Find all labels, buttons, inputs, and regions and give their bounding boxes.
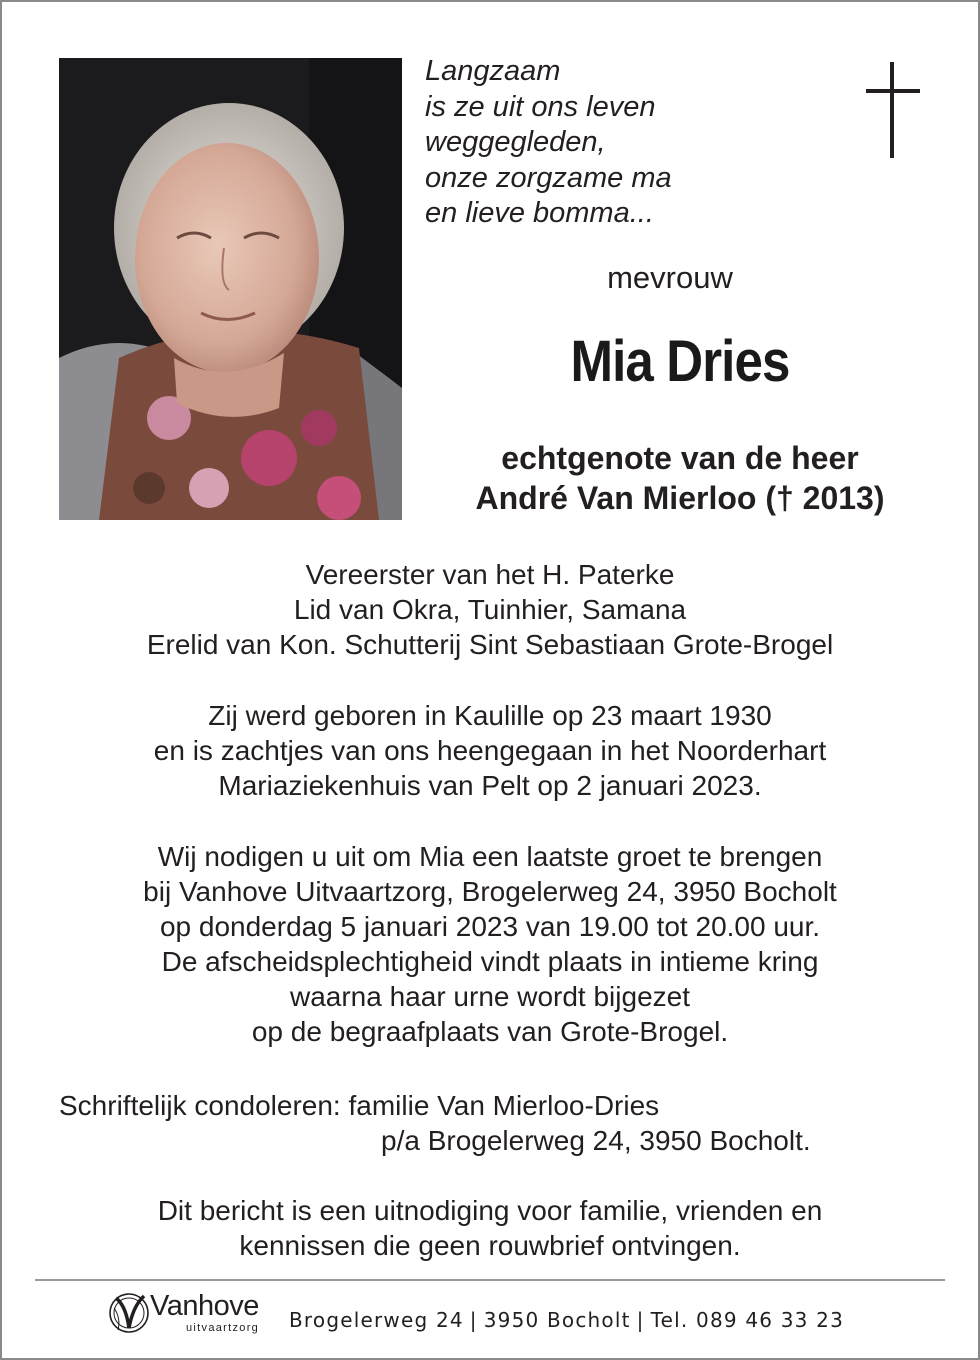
notice-line: Dit bericht is een uitnodiging voor familie, vrienden en — [157, 1195, 823, 1226]
invitation — [0, 839, 980, 1049]
footer-city: 3950 Bocholt — [483, 1308, 631, 1332]
title-word: mevrouw — [607, 260, 733, 295]
footer-separator: | — [469, 1308, 478, 1332]
poem-line: Langzaam — [425, 55, 561, 87]
memberships — [0, 557, 980, 662]
condolence-line-1: Schriftelijk condoleren: familie Van Mierloo-Dries — [59, 1090, 660, 1121]
poem-line: is ze uit ons leven — [425, 90, 656, 123]
footer-separator: | — [636, 1308, 645, 1332]
footer-phone: Tel. 089 46 33 23 — [650, 1308, 845, 1332]
membership-line: Vereerster van het H. Paterke — [305, 559, 675, 590]
spouse-info — [405, 438, 955, 518]
birth-death-line: en is zachtjes van ons heengegaan in het Noorderhart — [153, 735, 827, 766]
poem-line: en lieve bomma... — [425, 197, 654, 229]
birth-death-line: Zij werd geboren in Kaulille op 23 maart 1930 — [208, 700, 772, 731]
membership-line: Lid van Okra, Tuinhier, Samana — [293, 594, 687, 625]
vanhove-logo-icon — [106, 1288, 152, 1338]
footer-divider — [35, 1279, 945, 1281]
invitation-line: op de begraafplaats van Grote-Brogel. — [251, 1016, 729, 1047]
notice-line: kennissen die geen rouwbrief ontvingen. — [239, 1230, 741, 1261]
membership-line: Erelid van Kon. Schutterij Sint Sebastiaan Grote-Brogel — [146, 629, 834, 660]
invitation-line: De afscheidsplechtigheid vindt plaats in intieme kring — [161, 946, 819, 977]
birth-death-line: Mariaziekenhuis van Pelt op 2 januari 2023. — [218, 770, 762, 801]
spouse-line-1: echtgenote van de heer — [501, 440, 859, 476]
poem-line: onze zorgzame ma — [425, 161, 672, 194]
cross-icon — [862, 60, 924, 160]
logo-name: Vanhove — [150, 1290, 259, 1322]
deceased-name: Mia Dries — [570, 329, 790, 394]
logo-subtitle: uitvaartzorg — [186, 1322, 260, 1334]
birth-death-info — [0, 698, 980, 803]
footer-contact — [289, 1308, 844, 1332]
footer-address: Brogelerweg 24 — [289, 1308, 464, 1332]
notice — [0, 1193, 980, 1263]
invitation-line: op donderdag 5 januari 2023 van 19.00 tot 20.00 uur. — [159, 911, 821, 942]
portrait-photo — [59, 58, 402, 520]
invitation-line: waarna haar urne wordt bijgezet — [289, 981, 690, 1012]
condolence-line-2: p/a Brogelerweg 24, 3950 Bocholt. — [381, 1125, 811, 1156]
invitation-line: bij Vanhove Uitvaartzorg, Brogelerweg 24, 3950 Bocholt — [143, 876, 837, 907]
spouse-line-2: André Van Mierloo († 2013) — [475, 480, 885, 516]
poem — [425, 54, 672, 232]
invitation-line: Wij nodigen u uit om Mia een laatste groet te brengen — [157, 841, 823, 872]
poem-line: weggegleden, — [425, 126, 606, 158]
